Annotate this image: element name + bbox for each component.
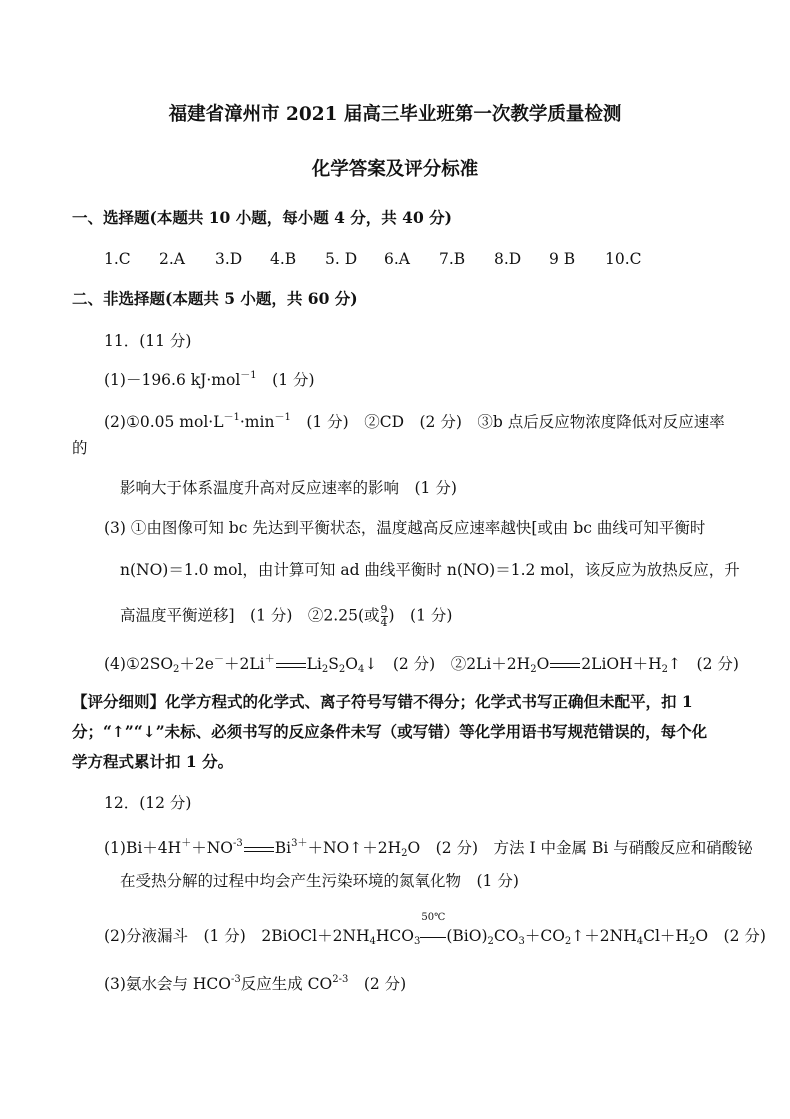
q12-part1-continued: 在受热分解的过程中均会产生污染环境的氮氧化物 (1 分) (120, 872, 519, 890)
reaction-condition: 50℃ (420, 926, 446, 946)
answer-10: 10.C (605, 250, 642, 268)
rubric-line-3: 学方程式累计扣 1 分。 (72, 752, 234, 771)
answer-9: 9 B (549, 250, 576, 268)
section-2-heading: 二、非选择题(本题共 5 小题，共 60 分) (72, 289, 358, 308)
equals-sign (276, 663, 306, 668)
q12-heading: 12．(12 分) (104, 794, 192, 812)
rubric-line-2: 分；“↑”“↓”未标、必须书写的反应条件未写（或写错）等化学用语书写规范错误的，每个化 (72, 722, 708, 741)
q11-part3-line1: (3) ①由图像可知 bc 先达到平衡状态，温度越高反应速率越快[或由 bc 曲线可知平衡时 (104, 519, 706, 537)
equals-sign (550, 663, 580, 668)
answer-1: 1.C (104, 250, 131, 268)
equals-sign (244, 847, 274, 852)
document-subtitle: 化学答案及评分标准 (311, 159, 479, 180)
answer-list (104, 249, 642, 269)
q11-part2-wrap: 的 (72, 439, 88, 457)
q11-part4-equations: $(4)①2SO_2+2e^-+2Li^+$ $Li_2S_2O_4↓$ (2 分) $②2Li+2H_2O$ $2LiOH+H_2↑$ (2 分) (104, 654, 739, 675)
answer-2: 2.A (159, 250, 185, 268)
q11-part3-line2: n(NO)＝1.0 mol，由计算可知 ad 曲线平衡时 n(NO)＝1.2 mol，该反应为放热反应，升 (120, 561, 740, 579)
q11-part1: (1)－196.6 kJ·mol$^{-1}$ (1 分) (104, 370, 315, 389)
q11-part2: (2)①0.05 $mol\cdot L^{-1}\cdot\min^{-1}$ (1 分) ②CD (2 分) ③b 点后反应物浓度降低对反应速率 (104, 412, 725, 431)
rubric-line-1: 【评分细则】化学方程式的化学式、离子符号写错不得分；化学式书写正确但未配平，扣 1 (72, 692, 693, 711)
q11-heading: 11．(11 分) (104, 332, 192, 350)
q11-part3-line3: 高温度平衡逆移] (1 分) ②2.25(或 $\frac{9}{4}$ ) (1 分) (120, 603, 453, 629)
answer-3: 3.D (215, 250, 243, 268)
q12-part1: $(1)Bi+4H^++NO^{-3}$ $Bi^{3+}+NO↑+2H_2O$ (2 分) 方法 I 中金属 Bi 与硝酸反应和硝酸铋 (104, 838, 753, 859)
q11-part2-continued: 影响大于体系温度升高对反应速率的影响 (1 分) (120, 479, 457, 497)
answer-8: 8.D (494, 250, 522, 268)
q12-part2: (2)分液漏斗 (1 分) $2BiOCl+2NH_4HCO_3$ 50℃ $(BiO)_2CO_3+CO_2↑+2NH_4Cl+H_2O$ (2 分) (104, 912, 766, 947)
document-title: 福建省漳州市 2021 届高三毕业班第一次教学质量检测 (168, 104, 622, 125)
answer-7: 7.B (439, 250, 466, 268)
answer-6: 6.A (384, 250, 410, 268)
q12-part3: (3)氨水会与 $HCO^{-3}$反应生成 CO$^{2-3}$ (2 分) (104, 974, 407, 993)
answer-4: 4.B (270, 250, 297, 268)
fraction-nine-fourths: $\frac{9}{4}$ (380, 603, 388, 629)
answer-5: 5. D (325, 250, 358, 268)
section-1-heading: 一、选择题(本题共 10 小题，每小题 4 分，共 40 分) (72, 208, 452, 227)
